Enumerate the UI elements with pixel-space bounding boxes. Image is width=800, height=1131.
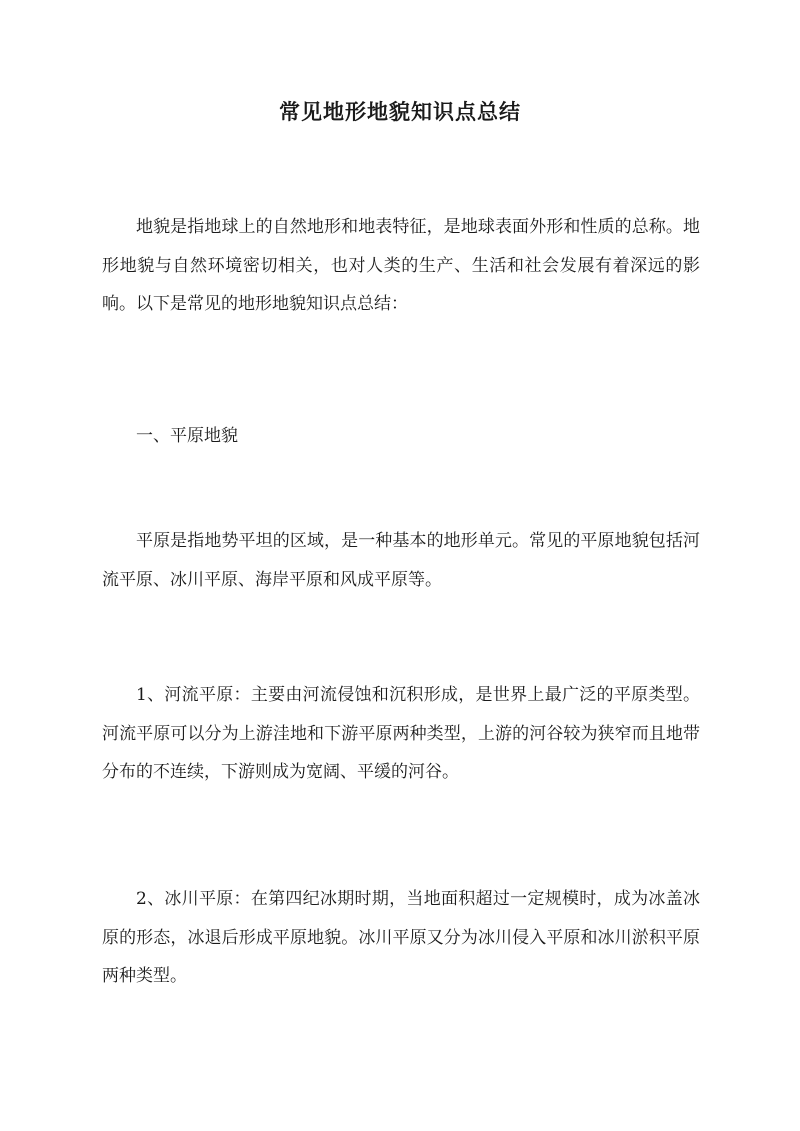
glacier-plain-paragraph: 2、冰川平原：在第四纪冰期时期，当地面积超过一定规模时，成为冰盖冰原的形态，冰退后形成平原地貌。冰川平原又分为冰川侵入平原和冰川淤积平原两种类型。 bbox=[102, 889, 700, 986]
document-title: 常见地形地貌知识点总结 bbox=[279, 99, 521, 124]
river-plain-paragraph: 1、河流平原：主要由河流侵蚀和沉积形成，是世界上最广泛的平原类型。河流平原可以分为上游洼地和下游平原两种类型，上游的河谷较为狭窄而且地带分布的不连续，下游则成为宽阔、平缓的河谷。 bbox=[102, 685, 700, 782]
plain-paragraph: 平原是指地势平坦的区域，是一种基本的地形单元。常见的平原地貌包括河流平原、冰川平原、海岸平原和风成平原等。 bbox=[102, 531, 700, 590]
section-heading: 一、平原地貌 bbox=[136, 426, 238, 446]
intro-paragraph: 地貌是指地球上的自然地形和地表特征，是地球表面外形和性质的总称。地形地貌与自然环境密切相关，也对人类的生产、生活和社会发展有着深远的影响。以下是常见的地形地貌知识点总结： bbox=[102, 217, 700, 314]
